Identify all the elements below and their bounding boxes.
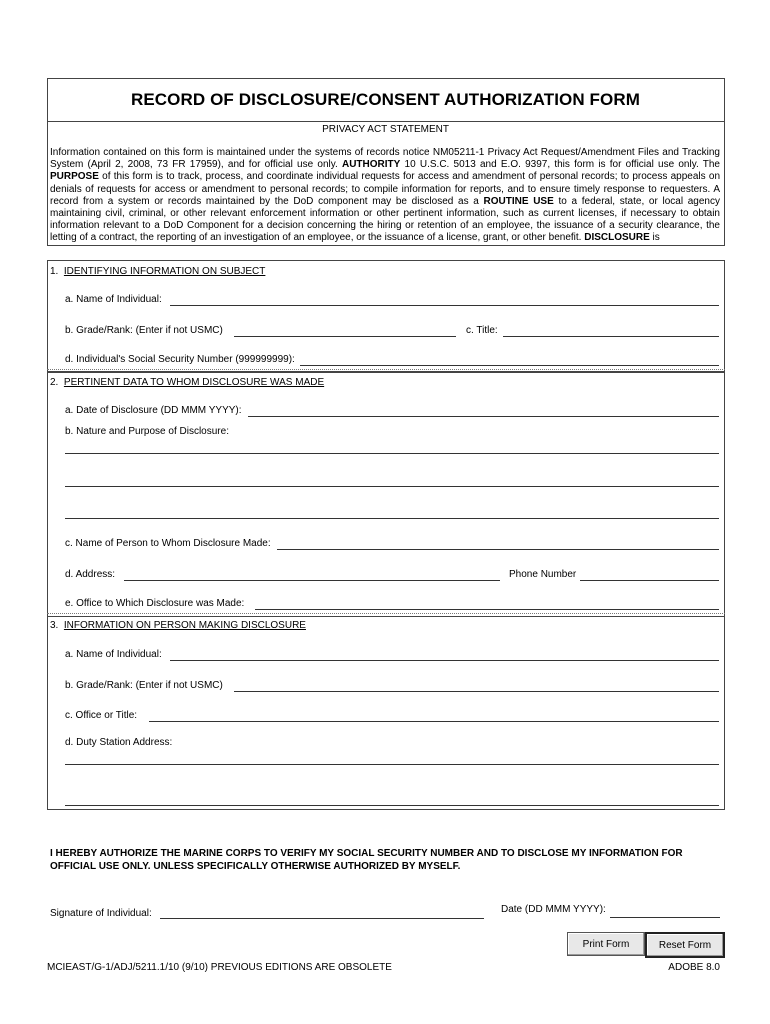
privacy-text: Information contained on this form is maintained under the systems of records notice NM05211-1 Privacy Act Request/Amendment Files and Tracking System (April 2, 2008, 73 FR 17959), and for official use only. (50, 147, 720, 171)
section-2-title: PERTINENT DATA TO WHOM DISCLOSURE WAS MADE (63, 377, 325, 388)
section-divider (47, 613, 725, 614)
section-number: 3. (50, 620, 59, 631)
address-field[interactable] (124, 580, 500, 581)
privacy-text: to a federal, state, or local agency maintaining civil, criminal, or other relevant enforcement information or other pertinent information, such as current licenses, if necessary to obtain information relevant to a DoD Component for a decision concerning the hiring or retention of an employee, the issuance of a security clearance, the letting of a contract, the reporting of an investigation of an employee, or the issuance of a license, grant, or other benefit. (50, 195, 720, 244)
ssn-field[interactable] (300, 365, 719, 366)
authority-label: AUTHORITY (341, 159, 401, 171)
section-3-heading (50, 620, 306, 631)
recipient-name-field[interactable] (277, 549, 719, 550)
subject-title-label: c. Title: (466, 325, 498, 336)
section-number: 2. (50, 377, 59, 388)
phone-label: Phone Number (509, 569, 577, 580)
duty-station-label: d. Duty Station Address: (65, 737, 173, 748)
office-disclosed-label: e. Office to Which Disclosure was Made: (65, 598, 245, 609)
title-divider (47, 121, 725, 122)
disclosure-date-field[interactable] (248, 416, 719, 417)
section-divider (47, 369, 725, 370)
routine-use-label: ROUTINE USE (483, 195, 554, 207)
subject-name-label: a. Name of Individual: (65, 294, 162, 305)
disclosure-date-label: a. Date of Disclosure (DD MMM YYYY): (65, 405, 242, 416)
duty-station-line-1[interactable] (65, 764, 719, 765)
address-label: d. Address: (65, 569, 116, 580)
privacy-text: 10 U.S.C. 5013 and E.O. 9397, this form is for official use only. The (400, 159, 720, 171)
discloser-grade-field[interactable] (234, 691, 719, 692)
discloser-office-label: c. Office or Title: (65, 710, 138, 721)
discloser-office-field[interactable] (149, 721, 719, 722)
disclosure-label: DISCLOSURE (584, 232, 650, 244)
privacy-act-heading: PRIVACY ACT STATEMENT (322, 124, 449, 135)
discloser-grade-label: b. Grade/Rank: (Enter if not USMC) (65, 680, 223, 691)
subject-grade-field[interactable] (234, 336, 456, 337)
signature-field[interactable] (160, 918, 484, 919)
nature-purpose-line-1[interactable] (65, 453, 719, 454)
section-3-title: INFORMATION ON PERSON MAKING DISCLOSURE (63, 620, 306, 631)
form-id-footer: MCIEAST/G-1/ADJ/5211.1/10 (9/10) PREVIOUS EDITIONS ARE OBSOLETE (47, 962, 392, 973)
adobe-version: ADOBE 8.0 (668, 962, 720, 973)
section-1-heading (50, 266, 265, 277)
discloser-name-label: a. Name of Individual: (65, 649, 162, 660)
privacy-text: of this form is to track, process, and coordinate individual requests for access and amendment of personal records; to process appeals on denials of requests for access or amendment to personal records; to compile information for reports, and to ensure timely response to requesters. A record from a system or records maintained by the DoD component may be disclosed as a (50, 171, 720, 207)
authorization-statement: I HEREBY AUTHORIZE THE MARINE CORPS TO VERIFY MY SOCIAL SECURITY NUMBER AND TO DISCLOSE MY INFORMATION FOR OFFICIAL USE ONLY. UNLESS SPECIFICALLY OTHERWISE AUTHORIZED BY MYSELF. (50, 848, 683, 872)
nature-purpose-line-3[interactable] (65, 518, 719, 519)
ssn-label: d. Individual's Social Security Number (999999999): (65, 354, 295, 365)
section-3-box (47, 616, 725, 810)
form-title: RECORD OF DISCLOSURE/CONSENT AUTHORIZATION FORM (130, 89, 641, 109)
privacy-act-statement (50, 147, 720, 245)
subject-name-field[interactable] (170, 305, 719, 306)
nature-purpose-line-2[interactable] (65, 486, 719, 487)
office-disclosed-field[interactable] (255, 609, 719, 610)
discloser-name-field[interactable] (170, 660, 719, 661)
reset-form-button[interactable]: Reset Form (645, 932, 725, 958)
subject-title-field[interactable] (503, 336, 719, 337)
signature-date-field[interactable] (610, 917, 720, 918)
signature-label: Signature of Individual: (50, 908, 152, 919)
duty-station-line-2[interactable] (65, 805, 719, 806)
section-number: 1. (50, 266, 59, 277)
section-2-heading (50, 377, 324, 388)
nature-purpose-label: b. Nature and Purpose of Disclosure: (65, 426, 229, 437)
print-form-button[interactable]: Print Form (567, 932, 645, 956)
recipient-name-label: c. Name of Person to Whom Disclosure Made: (65, 538, 271, 549)
phone-field[interactable] (580, 580, 719, 581)
signature-date-label: Date (DD MMM YYYY): (501, 904, 606, 915)
subject-grade-label: b. Grade/Rank: (Enter if not USMC) (65, 325, 223, 336)
purpose-label: PURPOSE (50, 171, 99, 183)
privacy-text: is (649, 232, 660, 244)
section-1-title: IDENTIFYING INFORMATION ON SUBJECT (63, 266, 266, 277)
